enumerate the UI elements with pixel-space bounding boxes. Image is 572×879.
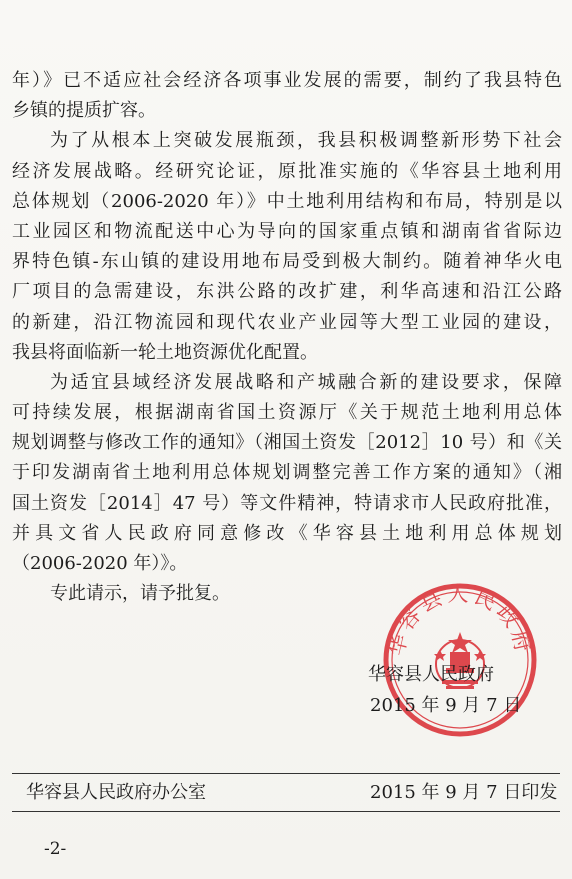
footer-issuer: 华容县人民政府办公室 — [26, 782, 206, 803]
body-line: 乡镇的提质扩容。 — [12, 100, 156, 122]
body-line: 规划调整与修改工作的通知》（湘国土资发［2012］10 号）和《关 — [12, 432, 562, 454]
body-line: 经济发展战略。经研究论证，原批准实施的《华容县土地利用 — [12, 160, 562, 182]
svg-text:华容县人民政府: 华容县人民政府 — [384, 582, 536, 658]
body-line: 国土资发［2014］47 号）等文件精神，特请求市人民政府批准， — [12, 492, 562, 514]
body-line: 厂项目的急需建设，东洪公路的改扩建，利华高速和沿江公路 — [12, 281, 562, 303]
footer-issue-date: 2015 年 9 月 7 日印发 — [370, 782, 558, 803]
body-line: 界特色镇-东山镇的建设用地布局受到极大制约。随着神华火电 — [12, 251, 562, 273]
body-line: 工业园区和物流配送中心为导向的国家重点镇和湖南省省际边 — [12, 220, 562, 242]
closing-line: 专此请示，请予批复。 — [50, 583, 230, 605]
body-line: 为适宜县域经济发展战略和产城融合新的建设要求，保障 — [50, 371, 562, 393]
body-line: 年）》已不适应社会经济各项事业发展的需要，制约了我县特色 — [12, 70, 562, 91]
body-line: 我县将面临新一轮土地资源优化配置。 — [12, 341, 318, 363]
body-line: 可持续发展，根据湖南省国土资源厅《关于规范土地利用总体 — [12, 402, 562, 424]
page-number: -2- — [44, 839, 67, 859]
body-line: 于印发湖南省土地利用总体规划调整完善工作方案的通知》（湘 — [12, 462, 562, 484]
signature-organization: 华容县人民政府 — [368, 664, 494, 685]
body-line: 的新建，沿江物流园和现代农业产业园等大型工业园的建设， — [12, 311, 562, 333]
document-body — [12, 66, 562, 609]
body-line: （2006-2020 年）》。 — [12, 553, 188, 574]
footer-bottom-rule — [12, 811, 560, 812]
body-line: 并具文省人民政府同意修改《华容县土地利用总体规划 — [12, 522, 562, 544]
footer-top-rule — [12, 773, 560, 774]
body-line: 总体规划（2006-2020 年）》中土地利用结构和布局，特别是以 — [12, 190, 562, 212]
body-line: 为了从根本上突破发展瓶颈，我县积极调整新形势下社会 — [50, 130, 562, 152]
signature-date: 2015 年 9 月 7 日 — [370, 695, 522, 716]
